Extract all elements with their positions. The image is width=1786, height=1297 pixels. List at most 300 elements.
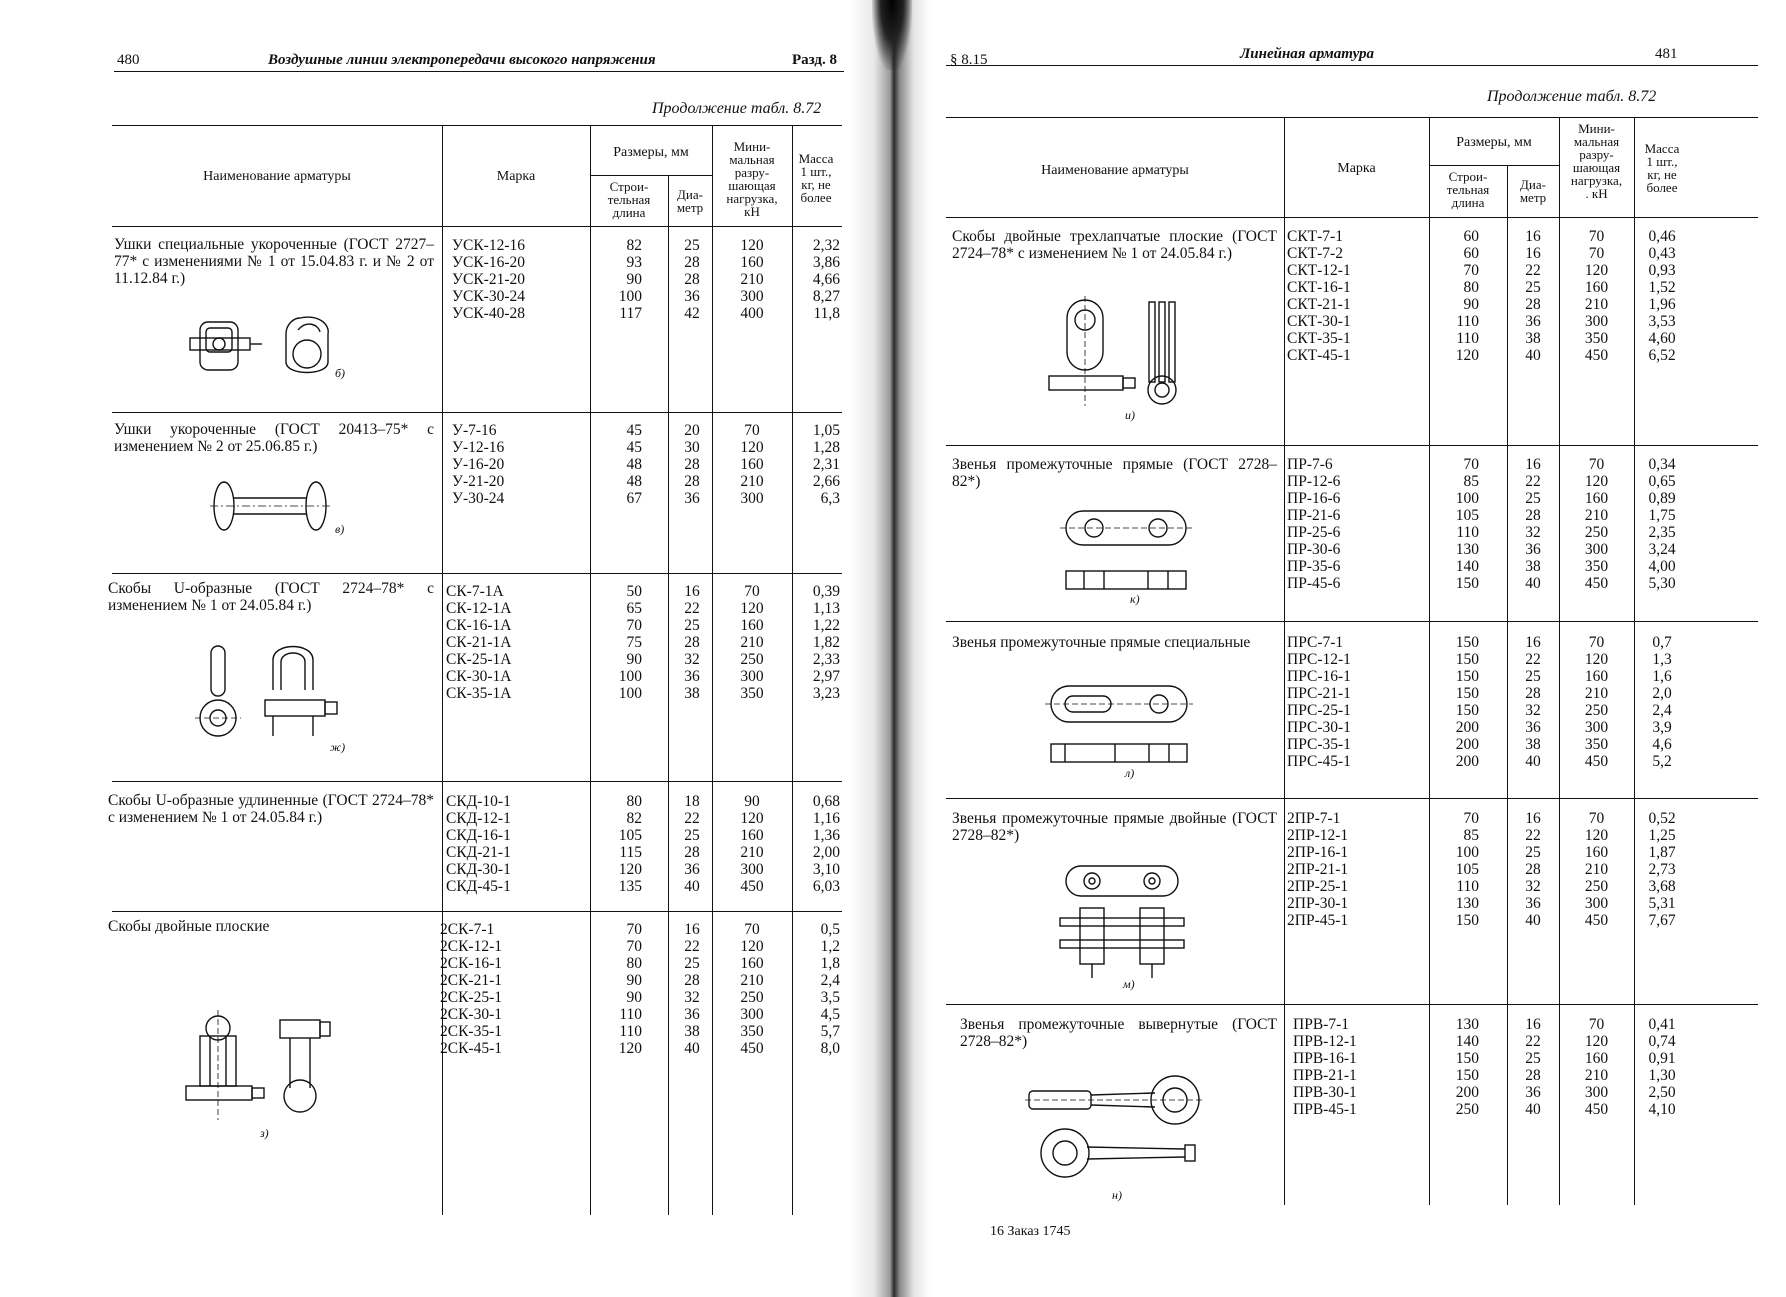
table-cell: 5,30 <box>1648 575 1676 592</box>
table-cell: ПР-7-6 <box>1287 456 1333 473</box>
table-cell: СКТ-30-1 <box>1287 313 1351 330</box>
table-cell: 120 <box>1584 262 1609 279</box>
table-cell: ПР-30-6 <box>1287 541 1341 558</box>
table-cell: 28 <box>1525 507 1541 524</box>
table-cell: 100 <box>1455 844 1479 861</box>
table-cell: 28 <box>684 271 700 288</box>
table-cell: 150 <box>1455 651 1479 668</box>
table-cell: У-21-20 <box>452 473 505 490</box>
load-list <box>712 921 792 1057</box>
table-cell: 350 <box>1584 736 1609 753</box>
table-cell: 117 <box>619 305 642 322</box>
fig-label: в) <box>335 522 345 536</box>
table-cell: 50 <box>626 583 642 600</box>
header-rule <box>114 71 844 72</box>
table-cell: 28 <box>1525 296 1541 313</box>
table-cell: 2ПР-25-1 <box>1287 878 1349 895</box>
table-cell: 120 <box>618 861 642 878</box>
table-cell: 450 <box>1584 753 1609 770</box>
table-cell: 210 <box>1584 507 1609 524</box>
table-cell: 1,75 <box>1648 507 1676 524</box>
table-top-rule <box>946 117 1758 118</box>
table-cell: 90 <box>626 989 642 1006</box>
right-section-number: § 8.15 <box>950 52 988 68</box>
table-cell: 4,00 <box>1648 558 1676 575</box>
table-cell: 1,87 <box>1648 844 1676 861</box>
table-cell: 2СК-16-1 <box>440 955 502 972</box>
table-cell: 16 <box>1525 810 1541 827</box>
th-name: Наименование арматуры <box>1041 163 1189 178</box>
table-cell: 2ПР-30-1 <box>1287 895 1349 912</box>
table-cell: 70 <box>1588 456 1605 473</box>
table-cell: 60 <box>1463 245 1479 262</box>
row-rule <box>112 911 842 912</box>
table-cell: 65 <box>626 600 642 617</box>
table-cell: 0,91 <box>1648 1050 1676 1067</box>
row-rule <box>112 573 842 574</box>
table-cell: 120 <box>1584 651 1609 668</box>
table-cell: 210 <box>1584 296 1609 313</box>
table-cell: 0,41 <box>1648 1016 1676 1033</box>
table-cell: ПРС-30-1 <box>1287 719 1351 736</box>
table-cell: 1,22 <box>812 617 840 634</box>
table-cell: 105 <box>1455 507 1479 524</box>
page-footer: 16 Заказ 1745 <box>990 1224 1071 1239</box>
table-cell: 36 <box>684 668 700 685</box>
table-cell: 70 <box>1588 634 1605 651</box>
table-cell: 210 <box>1584 1067 1609 1084</box>
table-cell: 0,7 <box>1652 634 1672 651</box>
table-cell: 120 <box>1455 347 1479 364</box>
table-cell: 110 <box>1456 330 1479 347</box>
diameter-list <box>672 583 712 702</box>
table-cell: 160 <box>1584 668 1609 685</box>
table-cell: 28 <box>684 844 700 861</box>
table-cell: 0,5 <box>820 921 840 938</box>
table-cell: 36 <box>1525 541 1541 558</box>
row-name: Скобы двойные трехлапчатые плоские (ГОСТ 2724–78* с изменением № 1 от 24.05.84 г.) <box>952 228 1277 262</box>
table-cell: 90 <box>626 972 642 989</box>
table-cell: ПР-21-6 <box>1287 507 1341 524</box>
diameter-list <box>672 921 712 1057</box>
table-cell: 1,8 <box>820 955 840 972</box>
diameter-list <box>672 793 712 895</box>
length-list <box>1429 810 1479 929</box>
table-cell: 80 <box>626 955 642 972</box>
table-cell: 350 <box>740 685 764 702</box>
left-page-number: 480 <box>117 52 140 68</box>
table-cell: 160 <box>1584 490 1609 507</box>
table-cell: 28 <box>684 473 700 490</box>
load-list <box>1559 228 1634 364</box>
table-cell: 93 <box>626 254 642 271</box>
diameter-list <box>1507 228 1559 364</box>
table-cell: 300 <box>1584 541 1609 558</box>
table-cell: 32 <box>684 989 700 1006</box>
straight-link-drawing <box>1060 505 1195 605</box>
table-cell: 150 <box>1455 634 1479 651</box>
table-cell: 130 <box>1455 1016 1479 1033</box>
table-cell: 1,05 <box>812 422 840 439</box>
table-cell: 40 <box>1525 912 1541 929</box>
table-cell: 16 <box>1525 245 1541 262</box>
table-cell: 40 <box>684 1040 700 1057</box>
double-link-drawing <box>1058 860 1188 990</box>
table-cell: 2ПР-12-1 <box>1287 827 1349 844</box>
diameter-list <box>672 422 712 507</box>
table-cell: СКТ-12-1 <box>1287 262 1351 279</box>
dims-split-rule <box>590 175 712 176</box>
th-mark: Марка <box>1337 161 1376 176</box>
fig-label: м) <box>1123 977 1135 991</box>
table-cell: 140 <box>1455 1033 1479 1050</box>
row-name: Ушки специальные укороченные (ГОСТ 2727–77* с изменениями № 1 от 15.04.83 г. и № 2 от 11.12.84 г.) <box>114 236 434 287</box>
table-cell: 110 <box>1456 524 1479 541</box>
th-dims: Размеры, мм <box>1456 135 1532 150</box>
table-cell: 300 <box>740 490 764 507</box>
table-header-rule <box>946 217 1758 218</box>
table-cell: 70 <box>626 921 642 938</box>
table-cell: 36 <box>1525 1084 1541 1101</box>
table-cell: СКТ-16-1 <box>1287 279 1351 296</box>
table-cell: 36 <box>1525 719 1541 736</box>
table-cell: ПРВ-30-1 <box>1293 1084 1357 1101</box>
table-cell: 1,82 <box>812 634 840 651</box>
table-cell: ПРС-7-1 <box>1287 634 1344 651</box>
table-cell: 160 <box>740 456 764 473</box>
row-rule <box>946 621 1758 622</box>
table-cell: 32 <box>1525 702 1541 719</box>
table-cell: ПР-16-6 <box>1287 490 1341 507</box>
table-cell: 1,52 <box>1648 279 1676 296</box>
table-cell: 2СК-30-1 <box>440 1006 502 1023</box>
table-cell: 0,68 <box>812 793 840 810</box>
table-cell: 30 <box>684 439 700 456</box>
row-rule <box>946 445 1758 446</box>
table-cell: 7,67 <box>1648 912 1676 929</box>
table-cell: 400 <box>740 305 764 322</box>
table-cell: 28 <box>684 456 700 473</box>
table-cell: ПРВ-12-1 <box>1293 1033 1357 1050</box>
table-cell: 2,00 <box>812 844 840 861</box>
table-cell: 350 <box>1584 330 1609 347</box>
table-cell: 2СК-21-1 <box>440 972 502 989</box>
table-cell: 2,33 <box>812 651 840 668</box>
load-list <box>712 793 792 895</box>
mark-list <box>1287 228 1351 364</box>
table-cell: 120 <box>740 938 764 955</box>
table-cell: 100 <box>618 668 642 685</box>
length-list <box>1429 228 1479 364</box>
table-cell: СК-7-1А <box>446 583 504 600</box>
table-cell: 18 <box>684 793 700 810</box>
fig-label: и) <box>1125 408 1135 422</box>
mark-list <box>1287 810 1348 929</box>
table-cell: 25 <box>1525 279 1541 296</box>
table-cell: 5,2 <box>1652 753 1672 770</box>
table-cell: 2,35 <box>1648 524 1676 541</box>
table-cell: СКД-10-1 <box>446 793 511 810</box>
table-cell: СКД-16-1 <box>446 827 511 844</box>
left-page <box>0 0 880 1297</box>
fig-label: л) <box>1125 766 1135 780</box>
fig-label: н) <box>1112 1188 1122 1202</box>
table-cell: 0,39 <box>812 583 840 600</box>
mark-list <box>446 793 511 895</box>
table-cell: 22 <box>1525 651 1541 668</box>
table-cell: 16 <box>1525 634 1541 651</box>
table-cell: ПР-45-6 <box>1287 575 1341 592</box>
table-cell: 1,13 <box>812 600 840 617</box>
th-load: Мини- мальная разру- шающая нагрузка, кН <box>726 139 778 219</box>
table-cell: 28 <box>684 634 700 651</box>
table-cell: 40 <box>1525 575 1541 592</box>
table-cell: 100 <box>618 288 642 305</box>
table-cell: У-12-16 <box>452 439 505 456</box>
table-cell: 4,60 <box>1648 330 1676 347</box>
col-rule <box>668 175 669 1215</box>
table-cell: 120 <box>740 810 764 827</box>
th-mass: Масса 1 шт., кг, не более <box>798 151 834 205</box>
table-cell: ПРС-25-1 <box>1287 702 1351 719</box>
table-cell: 40 <box>1525 753 1541 770</box>
table-cell: 32 <box>684 651 700 668</box>
table-cell: 2СК-35-1 <box>440 1023 502 1040</box>
table-cell: 2ПР-16-1 <box>1287 844 1349 861</box>
table-cell: 250 <box>1455 1101 1479 1118</box>
table-cell: 80 <box>1463 279 1479 296</box>
table-cell: 22 <box>1525 827 1541 844</box>
table-cell: 70 <box>1588 1016 1605 1033</box>
table-cell: 8,27 <box>812 288 840 305</box>
table-cell: 250 <box>1584 524 1609 541</box>
table-cell: 120 <box>618 1040 642 1057</box>
row-name: Звенья промежуточные прямые (ГОСТ 2728–82*) <box>952 456 1277 490</box>
table-cell: 2,50 <box>1648 1084 1676 1101</box>
table-cell: 25 <box>1525 844 1541 861</box>
table-cell: УСК-21-20 <box>452 271 525 288</box>
table-cell: СК-35-1А <box>446 685 512 702</box>
table-cell: 2,66 <box>812 473 840 490</box>
table-cell: 450 <box>740 878 764 895</box>
right-page-number: 481 <box>1655 46 1678 62</box>
mass-list <box>792 237 840 322</box>
table-cell: 32 <box>1525 878 1541 895</box>
row-name: Звенья промежуточные вывернутые (ГОСТ 2728–82*) <box>960 1016 1277 1050</box>
table-cell: 120 <box>740 439 764 456</box>
table-cell: 150 <box>1455 912 1479 929</box>
table-cell: 300 <box>740 1006 764 1023</box>
table-cell: 4,5 <box>820 1006 840 1023</box>
diameter-list <box>1507 634 1559 770</box>
table-cell: 90 <box>744 793 760 810</box>
table-cell: 22 <box>1525 1033 1541 1050</box>
table-cell: 140 <box>1455 558 1479 575</box>
table-cell: 130 <box>1455 895 1479 912</box>
table-cell: 36 <box>684 288 700 305</box>
table-cell: 115 <box>619 844 642 861</box>
table-cell: 70 <box>1588 810 1605 827</box>
ear-special-drawing <box>190 310 340 395</box>
table-cell: 210 <box>740 271 764 288</box>
mass-list <box>1634 228 1690 364</box>
table-cell: 100 <box>618 685 642 702</box>
table-cell: 120 <box>1584 1033 1609 1050</box>
table-cell: 28 <box>1525 861 1541 878</box>
length-list <box>590 422 642 507</box>
table-top-rule <box>112 125 842 126</box>
table-cell: 150 <box>1455 575 1479 592</box>
table-cell: 160 <box>1584 844 1609 861</box>
table-cell: 22 <box>684 600 700 617</box>
th-length: Строи- тельная длина <box>607 179 651 220</box>
table-cell: 1,25 <box>1648 827 1676 844</box>
table-cell: 2,4 <box>1652 702 1672 719</box>
table-cell: СКТ-21-1 <box>1287 296 1351 313</box>
table-cell: 70 <box>1588 245 1605 262</box>
table-cell: СКД-30-1 <box>446 861 511 878</box>
table-cell: СКД-12-1 <box>446 810 511 827</box>
table-cell: 40 <box>684 878 700 895</box>
table-cell: 6,03 <box>812 878 840 895</box>
table-cell: 3,23 <box>812 685 840 702</box>
table-cell: 1,2 <box>820 938 840 955</box>
load-list <box>1559 1016 1634 1118</box>
table-cell: 82 <box>626 810 642 827</box>
table-cell: 135 <box>618 878 642 895</box>
length-list <box>1429 456 1479 592</box>
table-cell: 150 <box>1455 702 1479 719</box>
table-cell: 22 <box>1525 262 1541 279</box>
table-cell: 110 <box>1456 313 1479 330</box>
table-cell: УСК-12-16 <box>452 237 525 254</box>
dims-split-rule <box>1429 165 1559 166</box>
table-cell: 105 <box>1455 861 1479 878</box>
row-rule <box>112 781 842 782</box>
table-cell: ПРС-35-1 <box>1287 736 1351 753</box>
table-cell: 200 <box>1455 1084 1479 1101</box>
table-cell: 85 <box>1463 827 1479 844</box>
mass-list <box>792 583 840 702</box>
table-cell: 38 <box>684 685 700 702</box>
table-cell: 210 <box>740 972 764 989</box>
table-cell: 1,96 <box>1648 296 1676 313</box>
table-cell: 300 <box>1584 719 1609 736</box>
table-cell: 130 <box>1455 541 1479 558</box>
fig-label: б) <box>335 366 346 380</box>
table-cell: СКД-21-1 <box>446 844 511 861</box>
table-cell: 82 <box>626 237 642 254</box>
table-cell: 300 <box>740 861 764 878</box>
row-name: Скобы U-образные (ГОСТ 2724–78* с изменением № 1 от 24.05.84 г.) <box>108 580 434 614</box>
col-rule <box>1284 117 1285 1205</box>
table-cell: 20 <box>684 422 700 439</box>
length-list <box>590 583 642 702</box>
table-cell: 3,24 <box>1648 541 1676 558</box>
row-name: Скобы U-образные удлиненные (ГОСТ 2724–78* с изменением № 1 от 24.05.84 г.) <box>108 792 434 826</box>
twisted-link-drawing <box>1025 1075 1205 1190</box>
diameter-list <box>1507 810 1559 929</box>
table-cell: 36 <box>684 490 700 507</box>
table-cell: 48 <box>626 456 642 473</box>
table-cell: 70 <box>1463 262 1479 279</box>
table-cell: 70 <box>626 617 642 634</box>
length-list <box>1429 634 1479 770</box>
table-cell: 25 <box>684 827 700 844</box>
table-cell: 75 <box>626 634 642 651</box>
mass-list <box>1634 456 1690 592</box>
table-cell: 450 <box>740 1040 764 1057</box>
table-cell: 48 <box>626 473 642 490</box>
table-cell: 300 <box>1584 313 1609 330</box>
table-cell: 22 <box>684 938 700 955</box>
table-cell: СК-25-1А <box>446 651 512 668</box>
table-cell: 450 <box>1584 912 1609 929</box>
table-cell: 120 <box>740 237 764 254</box>
table-cell: У-16-20 <box>452 456 505 473</box>
table-cell: 36 <box>1525 313 1541 330</box>
table-cell: 16 <box>1525 228 1541 245</box>
table-cell: СК-12-1А <box>446 600 512 617</box>
table-cell: 210 <box>740 473 764 490</box>
table-cell: 38 <box>1525 558 1541 575</box>
table-cell: 3,53 <box>1648 313 1676 330</box>
fig-label: з) <box>260 1126 269 1140</box>
row-rule <box>112 412 842 413</box>
left-section: Разд. 8 <box>792 52 838 68</box>
table-cell: 200 <box>1455 719 1479 736</box>
table-cell: ПРС-21-1 <box>1287 685 1351 702</box>
table-cell: 1,6 <box>1652 668 1672 685</box>
table-cell: 120 <box>1584 827 1609 844</box>
table-cell: 60 <box>1463 228 1479 245</box>
table-cell: 0,65 <box>1648 473 1676 490</box>
table-cell: 120 <box>740 600 764 617</box>
table-cell: 150 <box>1455 668 1479 685</box>
table-cell: 160 <box>740 827 764 844</box>
table-cell: 25 <box>684 617 700 634</box>
table-cell: 150 <box>1455 1067 1479 1084</box>
table-cell: 4,10 <box>1648 1101 1676 1118</box>
table-cell: 150 <box>1455 1050 1479 1067</box>
row-rule <box>946 798 1758 799</box>
mark-list <box>1287 456 1340 592</box>
table-cell: 2,73 <box>1648 861 1676 878</box>
length-list <box>590 793 642 895</box>
table-cell: 2,4 <box>820 972 840 989</box>
fig-label: к) <box>1130 592 1140 606</box>
mass-list <box>1634 810 1690 929</box>
table-cell: 0,74 <box>1648 1033 1676 1050</box>
right-running-title: Линейная арматура <box>1240 46 1375 62</box>
table-cell: 6,3 <box>820 490 840 507</box>
table-cell: 2,31 <box>812 456 840 473</box>
table-cell: 22 <box>1525 473 1541 490</box>
length-list <box>590 921 642 1057</box>
table-cell: 1,16 <box>812 810 840 827</box>
fig-label: ж) <box>330 740 346 754</box>
table-cell: ПРВ-7-1 <box>1293 1016 1349 1033</box>
table-cell: 1,3 <box>1652 651 1672 668</box>
table-cell: У-30-24 <box>452 490 505 507</box>
mark-list <box>1287 634 1351 770</box>
table-cell: 8,0 <box>820 1040 840 1057</box>
mass-list <box>792 921 840 1057</box>
table-cell: 1,36 <box>812 827 840 844</box>
diameter-list <box>672 237 712 322</box>
table-cell: 1,30 <box>1648 1067 1676 1084</box>
mark-list <box>440 921 502 1057</box>
